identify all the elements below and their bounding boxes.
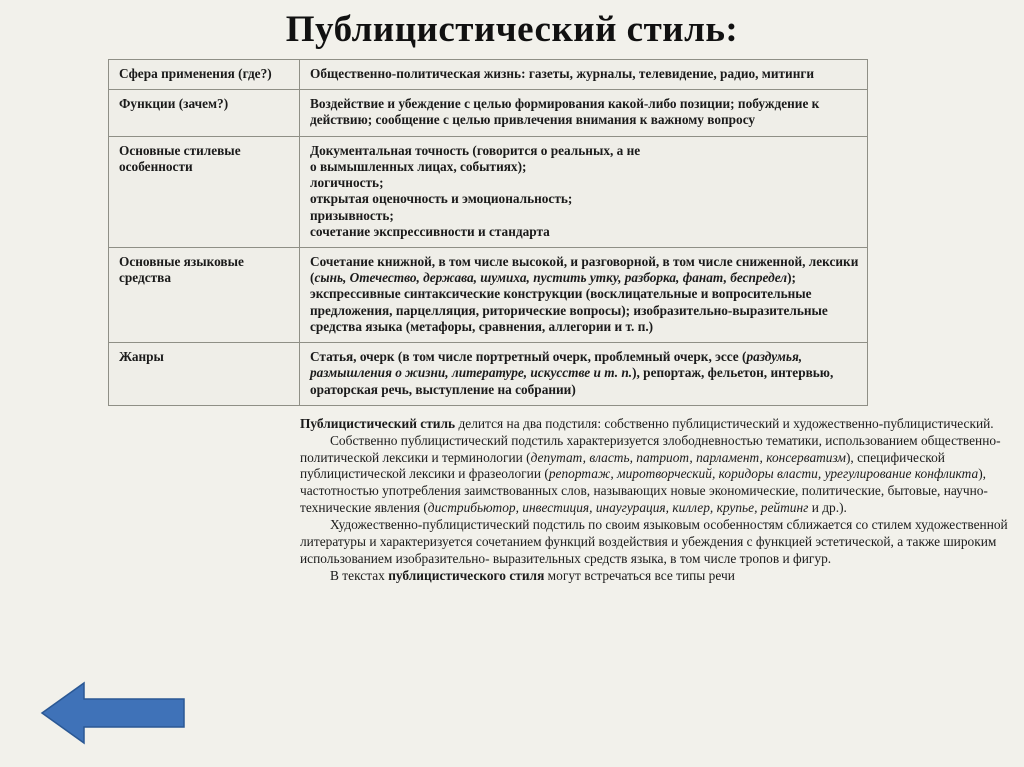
prose-run: ), частотностью употребления заимствованных слов, называющих новые экономические, политические, бытовые, научно-технические явления (: [300, 466, 988, 516]
prose-paragraph: [300, 568, 1008, 585]
prose-block: [300, 416, 1008, 585]
back-arrow-container[interactable]: [38, 677, 188, 749]
row-label-genres: Жанры: [109, 343, 300, 406]
row-label-means: Основные языковые средства: [109, 247, 300, 342]
prose-run: Художественно-публицистический подстиль по своим языковым особенностям сближается со стилем художественной литературы и характеризуется сочетанием функций воздействия и убеждения с функцией эстетической, а также широким использованием изобразительно- выразительных средств языка, в том числе тропов и фигур.: [300, 517, 1008, 566]
prose-run: Собственно публицистический подстиль характеризуется злободневностью тематики, использованием общественно-политической лексики и терминологии (: [300, 432, 1001, 465]
prose-run-bold: публицистического стиля: [388, 567, 545, 583]
row-content-features: [300, 136, 868, 247]
table-row: [109, 90, 868, 136]
row-content-genres: [300, 343, 868, 406]
table-row: [109, 343, 868, 406]
prose-run-italic: дистрибьютор, инвестиция, инаугурация, киллер, крупье, рейтинг: [427, 500, 809, 516]
means-text: Сочетание книжной, в том числе высокой, и разговорной, в том числе сниженной, лексики (: [310, 253, 859, 286]
means-text: ); экспрессивные синтаксические конструкции (восклицательные и вопросительные предложения, парцелляция, риторические вопросы); изобразительно-выразительные средства языка (метафоры, сравнения, аллегории и т. п.): [310, 270, 828, 334]
means-examples: сынь, Отечество, держава, шумиха, пустить утку, разборка, фанат, беспредел: [314, 270, 788, 286]
row-content-sphere: Общественно-политическая жизнь: газеты, журналы, телевидение, радио, митинги: [300, 60, 868, 90]
styles-table: [108, 59, 868, 406]
prose-run: и др.).: [808, 500, 847, 516]
prose-run: делится на два подстиля: собственно публицистический и художественно-публицистический.: [455, 415, 994, 431]
page-title: Публицистический стиль:: [285, 9, 739, 50]
prose-paragraph: [300, 517, 1008, 568]
back-arrow-icon[interactable]: [38, 677, 188, 749]
prose-run: В текстах: [330, 567, 389, 583]
features-line: Документальная точность (говорится о реальных, а не: [310, 142, 641, 158]
row-content-means: [300, 247, 868, 342]
table-row: [109, 136, 868, 247]
features-line: о вымышленных лицах, событиях);: [310, 158, 527, 174]
prose-run: Публицистический стиль: [300, 415, 456, 431]
prose-paragraph: [300, 433, 1008, 517]
prose-run-italic: депутат, власть, патриот, парламент, консерватизм: [530, 449, 846, 465]
table-row: [109, 247, 868, 342]
features-line: логичность;: [310, 175, 384, 191]
features-line: призывность;: [310, 207, 394, 223]
prose-run: ), специфической публицистической лексики и фразеологии (: [300, 449, 945, 482]
prose-paragraph: [300, 416, 1008, 433]
genres-examples: раздумья, размышления о жизни, литературе, искусстве и т. п.: [310, 349, 803, 381]
arrow-shape: [42, 683, 184, 743]
genres-text: Статья, очерк (в том числе портретный очерк, проблемный очерк, эссе (: [310, 349, 747, 365]
prose-run: могут встречаться все типы речи: [544, 567, 735, 583]
prose-run-italic: репортаж, миротворческий, коридоры власти, урегулирование конфликта: [548, 466, 979, 482]
row-label-functions: Функции (зачем?): [109, 90, 300, 136]
row-label-sphere: Сфера применения (где?): [109, 60, 300, 90]
features-line: сочетание экспрессивности и стандарта: [310, 223, 550, 239]
table-body: [109, 60, 868, 406]
features-line: открытая оценочность и эмоциональность;: [310, 191, 573, 207]
row-label-features: Основные стилевые особенности: [109, 136, 300, 247]
table-row: [109, 60, 868, 90]
row-content-functions: Воздействие и убеждение с целью формирования какой-либо позиции; побуждение к действию; сообщение с целью привлечения внимания к важному вопросу: [300, 90, 868, 136]
genres-text: ), репортаж, фельетон, интервью, ораторская речь, выступление на собрании): [310, 365, 834, 397]
